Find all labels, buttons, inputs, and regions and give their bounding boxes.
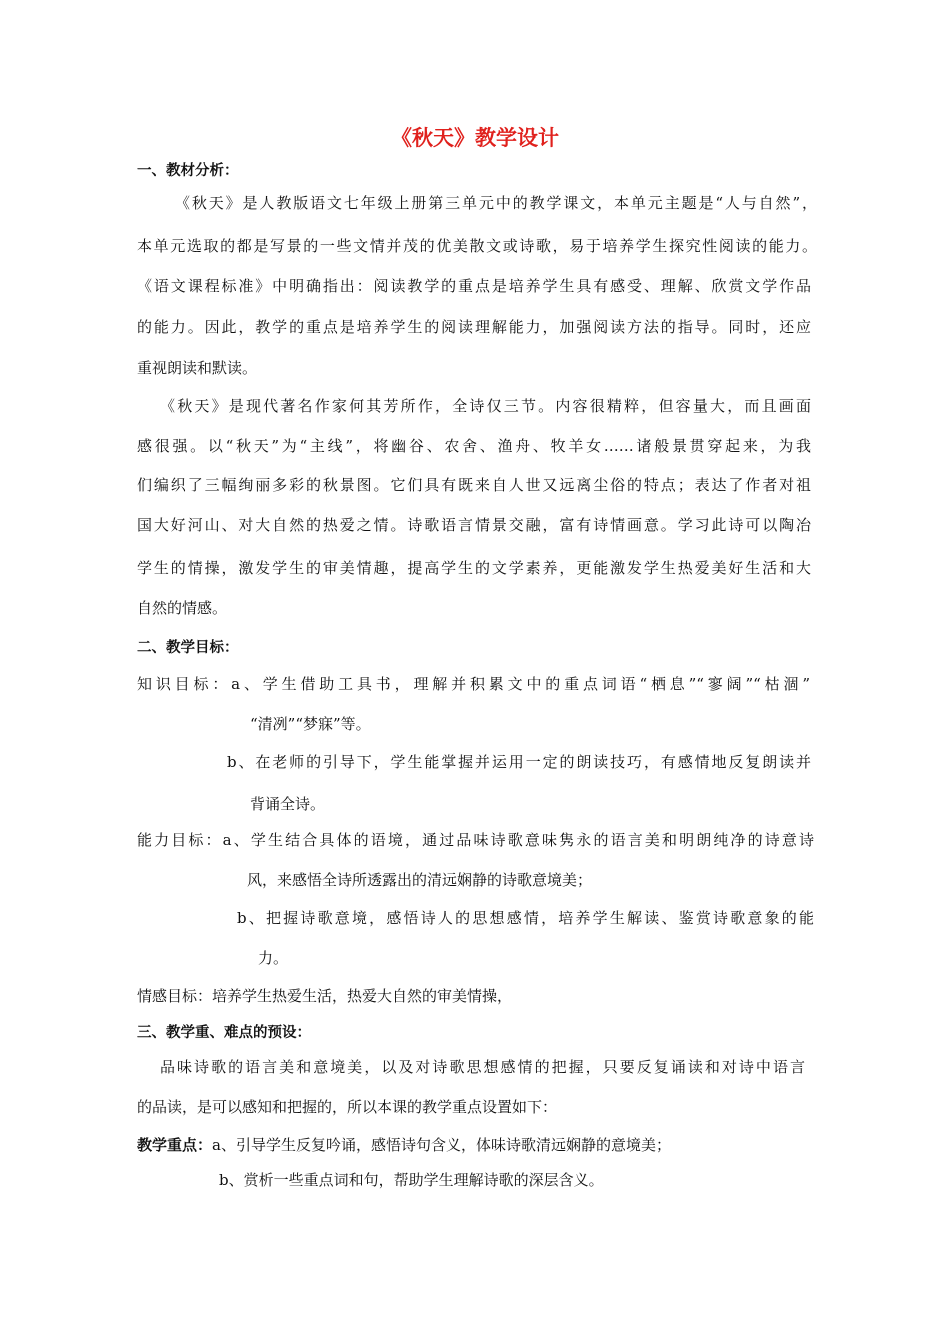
section-heading-materials: 一、教材分析： — [137, 163, 239, 179]
focus-text-a: a、引导学生反复吟诵，感悟诗句含义，体味诗歌清远娴静的意境美； — [212, 1136, 671, 1154]
objective-line: 知识目标：a、学生借助工具书，理解并积累文中的重点词语“栖息”“寥阔”“枯涸” — [137, 675, 810, 693]
paragraph-line: 本单元选取的都是写景的一些文情并茂的优美散文或诗歌，易于培养学生探究性阅读的能力。 — [137, 237, 817, 255]
focus-line-b: b、赏析一些重点词和句，帮助学生理解诗歌的深层含义。 — [219, 1171, 604, 1189]
paragraph-line: 自然的情感。 — [137, 599, 228, 617]
document-title: 《秋天》教学设计 — [391, 126, 559, 150]
paragraph-line: 《语文课程标准》中明确指出：阅读教学的重点是培养学生具有感受、理解、欣赏文学作品 — [137, 277, 811, 295]
objective-line: b、在老师的引导下，学生能掌握并运用一定的朗读技巧，有感情地反复朗读并 — [227, 753, 811, 771]
objective-line: 能力目标：a、学生结合具体的语境，通过品味诗歌意味隽永的语言美和明朗纯净的诗意诗 — [137, 831, 814, 849]
paragraph-line: 的品读，是可以感知和把握的，所以本课的教学重点设置如下： — [137, 1098, 558, 1116]
paragraph-line: 们编织了三幅绚丽多彩的秋景图。它们具有既来自人世又远离尘俗的特点；表达了作者对祖 — [137, 476, 811, 494]
objective-line: 力。 — [258, 949, 289, 967]
objective-line: b、把握诗歌意境，感悟诗人的思想感情，培养学生解读、鉴赏诗歌意象的能 — [237, 909, 814, 927]
focus-label: 教学重点： — [137, 1136, 213, 1154]
section-heading-key-points: 三、教学重、难点的预设： — [137, 1025, 311, 1041]
paragraph-line: 感很强。以“秋天”为“主线”，将幽谷、农舍、渔舟、牧羊女……诸般景贯穿起来，为我 — [137, 437, 811, 455]
objective-line: 风，来感悟全诗所透露出的清远娴静的诗歌意境美； — [247, 871, 593, 889]
section-heading-objectives: 二、教学目标： — [137, 640, 239, 656]
paragraph-line: 《秋天》是人教版语文七年级上册第三单元中的教学课文，本单元主题是“人与自然”， — [175, 194, 817, 212]
focus-line-a — [137, 1134, 817, 1156]
paragraph-line: 国大好河山、对大自然的热爱之情。诗歌语言情景交融，富有诗情画意。学习此诗可以陶冶 — [137, 516, 811, 534]
paragraph-line: 《秋天》是现代著名作家何其芳所作，全诗仅三节。内容很精粹，但容量大，而且画面 — [160, 397, 811, 415]
paragraph-line: 品味诗歌的语言美和意境美，以及对诗歌思想感情的把握，只要反复诵读和对诗中语言 — [160, 1058, 805, 1076]
paragraph-line: 学生的情操，激发学生的审美情趣，提高学生的文学素养，更能激发学生热爱美好生活和大 — [137, 559, 811, 577]
paragraph-line: 重视朗读和默读。 — [137, 359, 258, 377]
objective-line: 背诵全诗。 — [250, 795, 326, 813]
objective-line: 情感目标：培养学生热爱生活，热爱大自然的审美情操， — [137, 987, 513, 1005]
paragraph-line: 的能力。因此，教学的重点是培养学生的阅读理解能力，加强阅读方法的指导。同时，还应 — [137, 318, 811, 336]
objective-line: “清冽”“梦寐”等。 — [250, 715, 371, 733]
